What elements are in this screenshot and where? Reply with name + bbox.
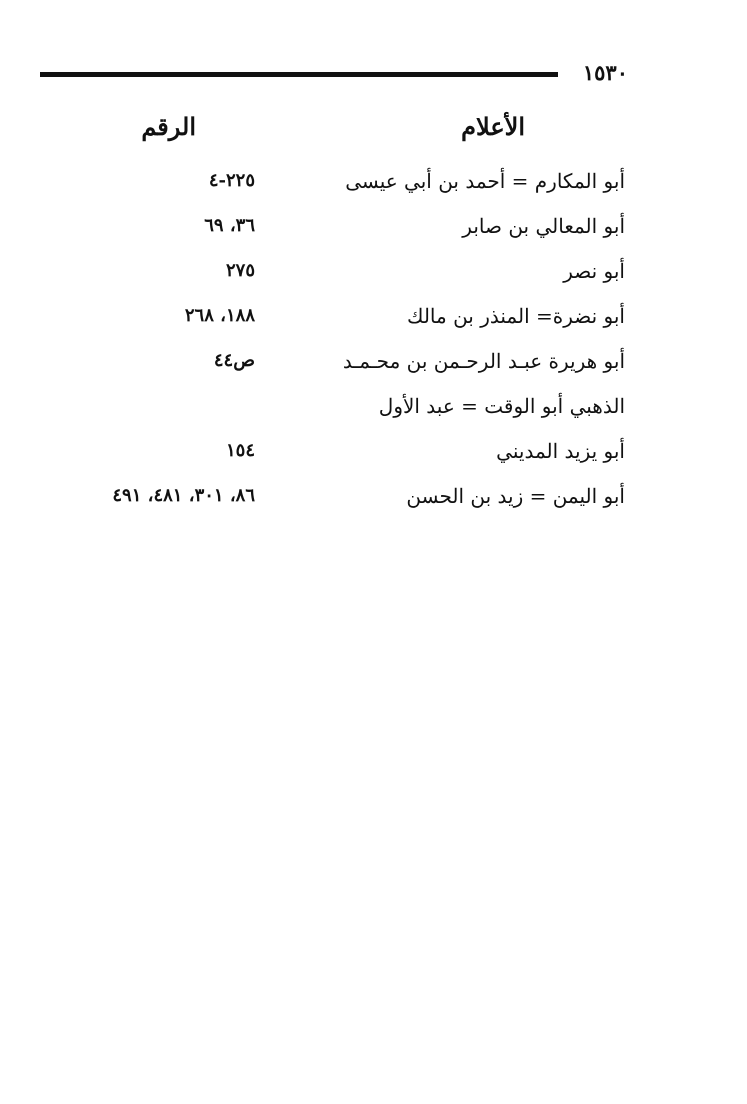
header-rule (40, 72, 558, 77)
entry-name: أبو هريرة عبـد الرحـمن بن محـمـد (342, 349, 625, 373)
page-number: ١٥٣٠ (582, 60, 628, 85)
index-row (40, 432, 625, 477)
entry-name: أبو اليمن = زيد بن الحسن (406, 484, 625, 508)
entry-name: أبو نصر (563, 259, 625, 283)
entry-name: أبو المكارم = أحمد بن أبي عيسى (345, 169, 625, 193)
numbers-column-header: الرقم (141, 112, 196, 141)
index-row (40, 297, 625, 342)
names-column-header: الأعلام (461, 112, 525, 141)
index-row (40, 477, 625, 522)
entry-number: ٨٦، ٣٠١، ٤٨١، ٤٩١ (112, 485, 255, 506)
index-list (40, 162, 625, 522)
entry-name: أبو المعالي بن صابر (462, 214, 625, 238)
entry-name: الذهبي أبو الوقت = عبد الأول (378, 394, 625, 418)
index-row (40, 162, 625, 207)
entry-name: أبو نضرة= المنذر بن مالك (406, 304, 625, 328)
index-row (40, 387, 625, 432)
index-row (40, 252, 625, 297)
entry-number: ٢٧٥ (225, 260, 255, 281)
entry-name: أبو يزيد المديني (496, 439, 625, 463)
index-row (40, 342, 625, 387)
entry-number: ص٤٤ (213, 350, 255, 371)
entry-number: ٢٢٥-٤ (208, 170, 255, 191)
entry-number: ١٥٤ (225, 440, 255, 461)
index-row (40, 207, 625, 252)
entry-number: ١٨٨، ٢٦٨ (184, 305, 255, 326)
entry-number: ٣٦، ٦٩ (204, 215, 255, 236)
